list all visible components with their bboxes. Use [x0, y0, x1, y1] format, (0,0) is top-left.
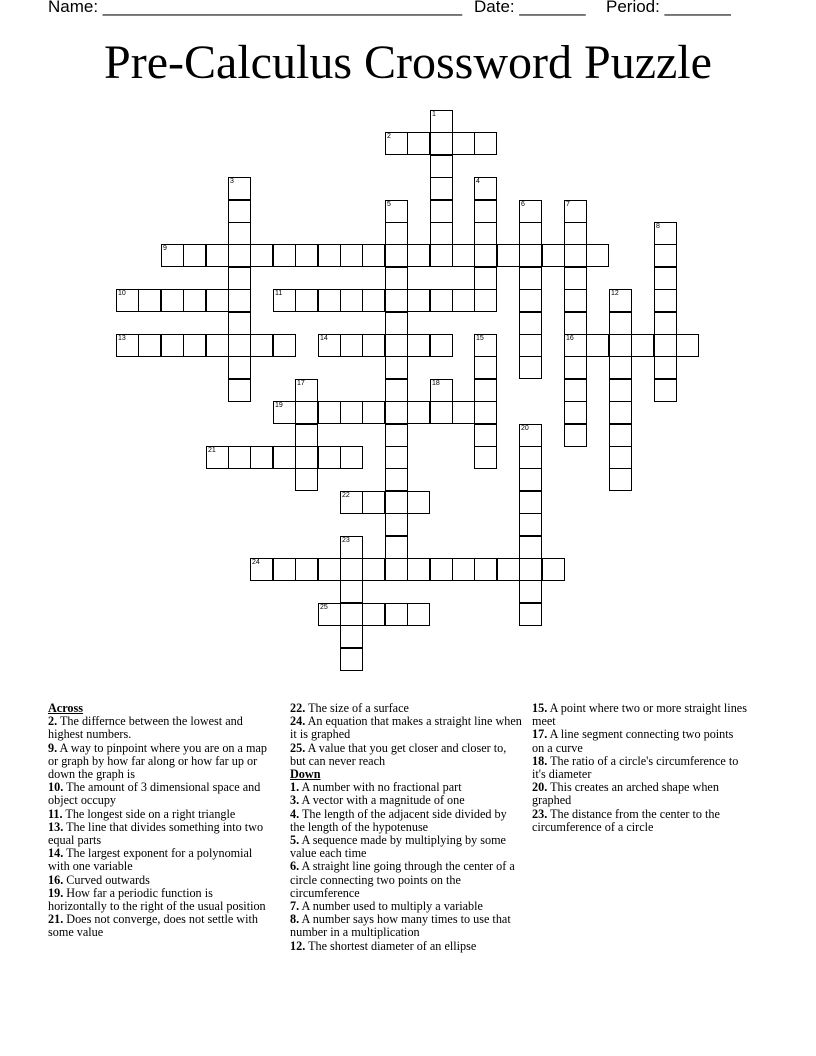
crossword-cell[interactable] — [228, 222, 251, 245]
crossword-cell[interactable] — [564, 334, 587, 357]
clue-item — [290, 913, 522, 939]
crossword-cell[interactable] — [206, 289, 229, 312]
clue-text: The largest exponent for a polynomial with one variable — [48, 846, 253, 874]
clue-item — [532, 781, 747, 807]
crossword-cell[interactable] — [340, 401, 363, 424]
clue-number: 11 — [275, 290, 283, 297]
clue-number: 16 — [566, 335, 574, 342]
clue-text: This creates an arched shape when graphed — [532, 780, 719, 808]
clue-text: The differnce between the lowest and highest numbers. — [48, 714, 243, 742]
clue-text: The ratio of a circle's circumference to it's diameter — [532, 753, 739, 782]
crossword-cell[interactable] — [161, 289, 184, 312]
clue-number: 6. — [290, 859, 300, 874]
crossword-cell[interactable] — [340, 334, 363, 357]
crossword-cell[interactable] — [609, 356, 632, 379]
clue-number: 4. — [290, 806, 300, 821]
crossword-cell[interactable] — [519, 536, 542, 559]
clue-item — [290, 808, 522, 834]
crossword-cell[interactable] — [654, 312, 677, 335]
crossword-cell[interactable] — [362, 334, 385, 357]
crossword-cell[interactable] — [452, 401, 475, 424]
clue-text: The shortest diameter of an ellipse — [308, 938, 477, 953]
crossword-cell[interactable] — [519, 312, 542, 335]
clue-number: 21 — [208, 447, 216, 454]
crossword-cell[interactable] — [318, 244, 341, 267]
crossword-cell[interactable] — [519, 267, 542, 290]
crossword-cell[interactable] — [340, 580, 363, 603]
clue-item — [48, 913, 273, 939]
crossword-cell[interactable] — [654, 356, 677, 379]
crossword-cell[interactable] — [609, 379, 632, 402]
crossword-cell[interactable] — [609, 401, 632, 424]
crossword-cell[interactable] — [295, 379, 318, 402]
crossword-cell[interactable] — [497, 558, 520, 581]
clue-number: 19 — [275, 402, 283, 409]
crossword-cell[interactable] — [295, 401, 318, 424]
crossword-cell[interactable] — [407, 244, 430, 267]
clue-text: The amount of 3 dimensional space and object occupy — [48, 780, 261, 808]
crossword-cell[interactable] — [564, 244, 587, 267]
crossword-cell[interactable] — [228, 244, 251, 267]
crossword-cell[interactable] — [183, 289, 206, 312]
crossword-cell[interactable] — [273, 334, 296, 357]
clue-number: 3 — [230, 178, 234, 185]
crossword-cell[interactable] — [430, 200, 453, 223]
crossword-cell[interactable] — [385, 603, 408, 626]
down-heading: Down — [290, 767, 321, 782]
crossword-cell[interactable] — [340, 491, 363, 514]
clue-number: 1 — [432, 111, 436, 118]
clue-number: 20 — [521, 425, 529, 432]
clue-item — [290, 715, 522, 741]
crossword-cell[interactable] — [385, 558, 408, 581]
clue-number: 13. — [48, 819, 64, 834]
clue-number: 1. — [290, 780, 300, 795]
crossword-cell[interactable] — [542, 558, 565, 581]
crossword-cell[interactable] — [564, 222, 587, 245]
crossword-cell[interactable] — [362, 289, 385, 312]
crossword-cell[interactable] — [385, 222, 408, 245]
clue-number: 7 — [566, 201, 570, 208]
crossword-cell[interactable] — [654, 334, 677, 357]
crossword-cell[interactable] — [385, 267, 408, 290]
clue-number: 8. — [290, 912, 300, 927]
clue-number: 6 — [521, 201, 525, 208]
crossword-cell[interactable] — [474, 200, 497, 223]
crossword-cell[interactable] — [228, 312, 251, 335]
crossword-cell[interactable] — [362, 401, 385, 424]
crossword-cell[interactable] — [430, 110, 453, 133]
crossword-cell[interactable] — [430, 334, 453, 357]
crossword-cell[interactable] — [138, 289, 161, 312]
clue-text: A number says how many times to use that number in a multiplication — [290, 912, 511, 940]
clue-item — [48, 887, 273, 913]
crossword-cell[interactable] — [340, 603, 363, 626]
clue-text: A line segment connecting two points on a curve — [532, 727, 734, 755]
crossword-cell[interactable] — [295, 468, 318, 491]
crossword-cell[interactable] — [519, 200, 542, 223]
crossword-cell[interactable] — [564, 356, 587, 379]
clue-number: 5. — [290, 833, 300, 848]
clue-number: 3. — [290, 793, 300, 808]
name-field-label[interactable]: Name: ______________________________________ — [48, 0, 463, 16]
clue-number: 24 — [252, 559, 260, 566]
clue-text: A sequence made by multiplying by some value each time — [290, 833, 506, 861]
crossword-cell[interactable] — [430, 558, 453, 581]
clue-number: 24. — [290, 714, 306, 729]
clue-text: How far a periodic function is horizontally to the right of the usual position — [48, 885, 266, 914]
clue-text: A vector with a magnitude of one — [301, 793, 465, 808]
clue-number: 2 — [387, 133, 391, 140]
crossword-cell[interactable] — [161, 244, 184, 267]
crossword-cell[interactable] — [609, 446, 632, 469]
clue-item — [48, 715, 273, 741]
crossword-cell[interactable] — [519, 424, 542, 447]
crossword-cell[interactable] — [407, 334, 430, 357]
crossword-cell[interactable] — [318, 446, 341, 469]
crossword-cell[interactable] — [295, 244, 318, 267]
clue-item — [290, 860, 522, 900]
clue-item — [48, 847, 273, 873]
crossword-cell[interactable] — [273, 558, 296, 581]
clue-number: 10 — [118, 290, 126, 297]
crossword-cell[interactable] — [407, 132, 430, 155]
crossword-cell[interactable] — [519, 244, 542, 267]
crossword-cell[interactable] — [631, 334, 654, 357]
crossword-cell[interactable] — [474, 267, 497, 290]
crossword-cell[interactable] — [228, 334, 251, 357]
crossword-cell[interactable] — [474, 132, 497, 155]
crossword-cell[interactable] — [273, 446, 296, 469]
crossword-cell[interactable] — [430, 132, 453, 155]
clue-number: 18 — [432, 380, 440, 387]
crossword-cell[interactable] — [407, 603, 430, 626]
crossword-cell[interactable] — [228, 267, 251, 290]
clue-number: 17. — [532, 727, 548, 742]
page-title: Pre-Calculus Crossword Puzzle — [104, 36, 712, 89]
crossword-cell[interactable] — [362, 491, 385, 514]
crossword-cell[interactable] — [250, 446, 273, 469]
crossword-cell[interactable] — [474, 289, 497, 312]
crossword-cell[interactable] — [161, 334, 184, 357]
crossword-cell[interactable] — [474, 222, 497, 245]
crossword-cell[interactable] — [385, 446, 408, 469]
crossword-cell[interactable] — [519, 468, 542, 491]
clue-text: The length of the adjacent side divided by the length of the hypotenuse — [290, 806, 507, 834]
clue-number: 14 — [320, 335, 328, 342]
crossword-cell[interactable] — [430, 222, 453, 245]
crossword-cell[interactable] — [295, 424, 318, 447]
crossword-cell[interactable] — [430, 289, 453, 312]
clue-item — [290, 940, 522, 953]
clue-text: Curved outwards — [66, 872, 150, 887]
crossword-cell[interactable] — [452, 558, 475, 581]
crossword-cell[interactable] — [474, 401, 497, 424]
crossword-cell[interactable] — [676, 334, 699, 357]
crossword-cell[interactable] — [340, 558, 363, 581]
crossword-cell[interactable] — [295, 289, 318, 312]
across-heading: Across — [48, 701, 83, 715]
crossword-cell[interactable] — [609, 424, 632, 447]
clue-text: A number with no fractional part — [301, 780, 462, 795]
clue-number: 10. — [48, 780, 64, 795]
clue-item — [532, 728, 747, 754]
crossword-cell[interactable] — [654, 244, 677, 267]
crossword-cell[interactable] — [362, 558, 385, 581]
crossword-cell[interactable] — [362, 244, 385, 267]
crossword-cell[interactable] — [564, 379, 587, 402]
clue-text: A point where two or more straight lines meet — [532, 701, 747, 729]
clue-column-2 — [290, 702, 522, 953]
crossword-cell[interactable] — [609, 334, 632, 357]
crossword-cell[interactable] — [385, 536, 408, 559]
clue-number: 14. — [48, 846, 64, 861]
clue-text: The line that divides something into two equal parts — [48, 819, 264, 848]
crossword-cell[interactable] — [183, 244, 206, 267]
crossword-cell[interactable] — [564, 401, 587, 424]
clue-number: 15. — [532, 701, 548, 715]
clue-item — [532, 808, 747, 834]
clue-number: 23. — [532, 806, 548, 821]
crossword-cell[interactable] — [407, 558, 430, 581]
crossword-cell[interactable] — [519, 446, 542, 469]
clue-number: 7. — [290, 899, 300, 914]
clue-number: 25. — [290, 740, 306, 755]
crossword-cell[interactable] — [474, 379, 497, 402]
clue-text: A value that you get closer and closer to, but can never reach — [290, 740, 507, 768]
clue-item — [290, 742, 522, 768]
clue-item — [48, 821, 273, 847]
clue-number: 16. — [48, 872, 64, 887]
crossword-cell[interactable] — [206, 244, 229, 267]
clue-column-1 — [48, 702, 273, 940]
date-field-label[interactable]: Date: _______ — [474, 0, 586, 16]
clue-item — [48, 781, 273, 807]
crossword-cell[interactable] — [609, 468, 632, 491]
crossword-cell[interactable] — [362, 603, 385, 626]
clue-item — [48, 742, 273, 782]
crossword-cell[interactable] — [430, 401, 453, 424]
clue-number: 2. — [48, 714, 58, 729]
crossword-cell[interactable] — [609, 289, 632, 312]
crossword-cell[interactable] — [452, 132, 475, 155]
clue-item — [532, 755, 747, 781]
crossword-cell[interactable] — [474, 558, 497, 581]
clue-number: 19. — [48, 885, 64, 900]
crossword-cell[interactable] — [654, 267, 677, 290]
clue-text: Does not converge, does not settle with some value — [48, 912, 258, 940]
clue-number: 17 — [297, 380, 305, 387]
clue-number: 20. — [532, 780, 548, 795]
crossword-cell[interactable] — [340, 536, 363, 559]
crossword-cell[interactable] — [519, 603, 542, 626]
crossword-cell[interactable] — [206, 334, 229, 357]
crossword-cell[interactable] — [407, 289, 430, 312]
crossword-cell[interactable] — [564, 267, 587, 290]
crossword-cell[interactable] — [385, 468, 408, 491]
crossword-cell[interactable] — [228, 356, 251, 379]
crossword-cell[interactable] — [474, 446, 497, 469]
crossword-cell[interactable] — [295, 446, 318, 469]
crossword-cell[interactable] — [385, 401, 408, 424]
crossword-cell[interactable] — [228, 289, 251, 312]
crossword-cell[interactable] — [519, 580, 542, 603]
crossword-cell[interactable] — [519, 558, 542, 581]
crossword-cell[interactable] — [385, 356, 408, 379]
clue-number: 22. — [290, 701, 306, 715]
crossword-cell[interactable] — [318, 334, 341, 357]
crossword-cell[interactable] — [519, 289, 542, 312]
crossword-cell[interactable] — [295, 558, 318, 581]
clue-text: The size of a surface — [308, 701, 409, 715]
crossword-cell[interactable] — [206, 446, 229, 469]
crossword-cell[interactable] — [452, 244, 475, 267]
crossword-cell[interactable] — [385, 289, 408, 312]
crossword-cell[interactable] — [273, 401, 296, 424]
crossword-cell[interactable] — [430, 244, 453, 267]
clue-number: 5 — [387, 201, 391, 208]
clue-text: A way to pinpoint where you are on a map or graph by how far along or how far up or down the graph is — [48, 740, 267, 782]
clue-column-3 — [532, 702, 747, 834]
crossword-cell[interactable] — [385, 491, 408, 514]
crossword-cell[interactable] — [340, 289, 363, 312]
crossword-cell[interactable] — [519, 222, 542, 245]
crossword-cell[interactable] — [542, 244, 565, 267]
crossword-cell[interactable] — [385, 513, 408, 536]
crossword-cell[interactable] — [228, 446, 251, 469]
clue-text: A straight line going through the center of a circle connecting two points on the circumference — [290, 859, 515, 900]
crossword-cell[interactable] — [385, 334, 408, 357]
crossword-cell[interactable] — [340, 244, 363, 267]
crossword-cell[interactable] — [116, 334, 139, 357]
crossword-cell[interactable] — [385, 132, 408, 155]
crossword-cell[interactable] — [654, 379, 677, 402]
clue-text: The distance from the center to the circumference of a circle — [532, 806, 720, 834]
clue-number: 23 — [342, 537, 350, 544]
crossword-cell[interactable] — [609, 312, 632, 335]
crossword-cell[interactable] — [250, 558, 273, 581]
crossword-cell[interactable] — [385, 424, 408, 447]
crossword-cell[interactable] — [340, 446, 363, 469]
crossword-cell[interactable] — [497, 244, 520, 267]
crossword-cell[interactable] — [452, 289, 475, 312]
crossword-cell[interactable] — [250, 244, 273, 267]
crossword-cell[interactable] — [340, 648, 363, 671]
crossword-cell[interactable] — [654, 289, 677, 312]
crossword-cell[interactable] — [586, 244, 609, 267]
crossword-cell[interactable] — [564, 424, 587, 447]
crossword-cell[interactable] — [385, 379, 408, 402]
crossword-cell[interactable] — [407, 401, 430, 424]
crossword-cell[interactable] — [385, 200, 408, 223]
crossword-cell[interactable] — [564, 200, 587, 223]
crossword-cell[interactable] — [474, 334, 497, 357]
clue-number: 11. — [48, 806, 63, 821]
clue-text: An equation that makes a straight line when it is graphed — [290, 714, 522, 742]
crossword-cell[interactable] — [474, 424, 497, 447]
clue-text: A number used to multiply a variable — [301, 899, 483, 914]
clue-number: 9 — [163, 245, 167, 252]
clue-number: 4 — [476, 178, 480, 185]
clue-item — [532, 702, 747, 728]
period-field-label[interactable]: Period: _______ — [606, 0, 731, 16]
crossword-cell[interactable] — [564, 312, 587, 335]
crossword-cell[interactable] — [385, 312, 408, 335]
clue-number: 18. — [532, 753, 548, 768]
clue-number: 13 — [118, 335, 126, 342]
clue-item — [290, 834, 522, 860]
clue-number: 25 — [320, 604, 328, 611]
crossword-cell[interactable] — [116, 289, 139, 312]
crossword-cell[interactable] — [654, 222, 677, 245]
crossword-cell[interactable] — [586, 334, 609, 357]
crossword-cell[interactable] — [407, 491, 430, 514]
crossword-cell[interactable] — [474, 244, 497, 267]
crossword-cell[interactable] — [228, 379, 251, 402]
crossword-cell[interactable] — [273, 289, 296, 312]
clue-number: 15 — [476, 335, 484, 342]
crossword-cell[interactable] — [474, 356, 497, 379]
clue-text: The longest side on a right triangle — [65, 806, 236, 821]
crossword-cell[interactable] — [340, 625, 363, 648]
crossword-cell[interactable] — [430, 177, 453, 200]
crossword-cell[interactable] — [250, 334, 273, 357]
clue-number: 12. — [290, 938, 306, 953]
crossword-cell[interactable] — [519, 491, 542, 514]
crossword-cell[interactable] — [318, 401, 341, 424]
crossword-cell[interactable] — [519, 334, 542, 357]
clue-number: 12 — [611, 290, 619, 297]
crossword-cell[interactable] — [318, 603, 341, 626]
crossword-cell[interactable] — [138, 334, 161, 357]
crossword-cell[interactable] — [519, 356, 542, 379]
crossword-cell[interactable] — [183, 334, 206, 357]
crossword-cell[interactable] — [228, 177, 251, 200]
crossword-cell[interactable] — [430, 379, 453, 402]
clue-number: 21. — [48, 912, 64, 927]
crossword-cell[interactable] — [228, 200, 251, 223]
crossword-cell[interactable] — [273, 244, 296, 267]
clue-number: 9. — [48, 740, 58, 755]
crossword-cell[interactable] — [318, 289, 341, 312]
clue-number: 22 — [342, 492, 350, 499]
crossword-cell[interactable] — [385, 244, 408, 267]
crossword-cell[interactable] — [564, 289, 587, 312]
clue-number: 8 — [656, 223, 660, 230]
crossword-cell[interactable] — [430, 155, 453, 178]
crossword-cell[interactable] — [318, 558, 341, 581]
crossword-cell[interactable] — [519, 513, 542, 536]
crossword-cell[interactable] — [474, 177, 497, 200]
